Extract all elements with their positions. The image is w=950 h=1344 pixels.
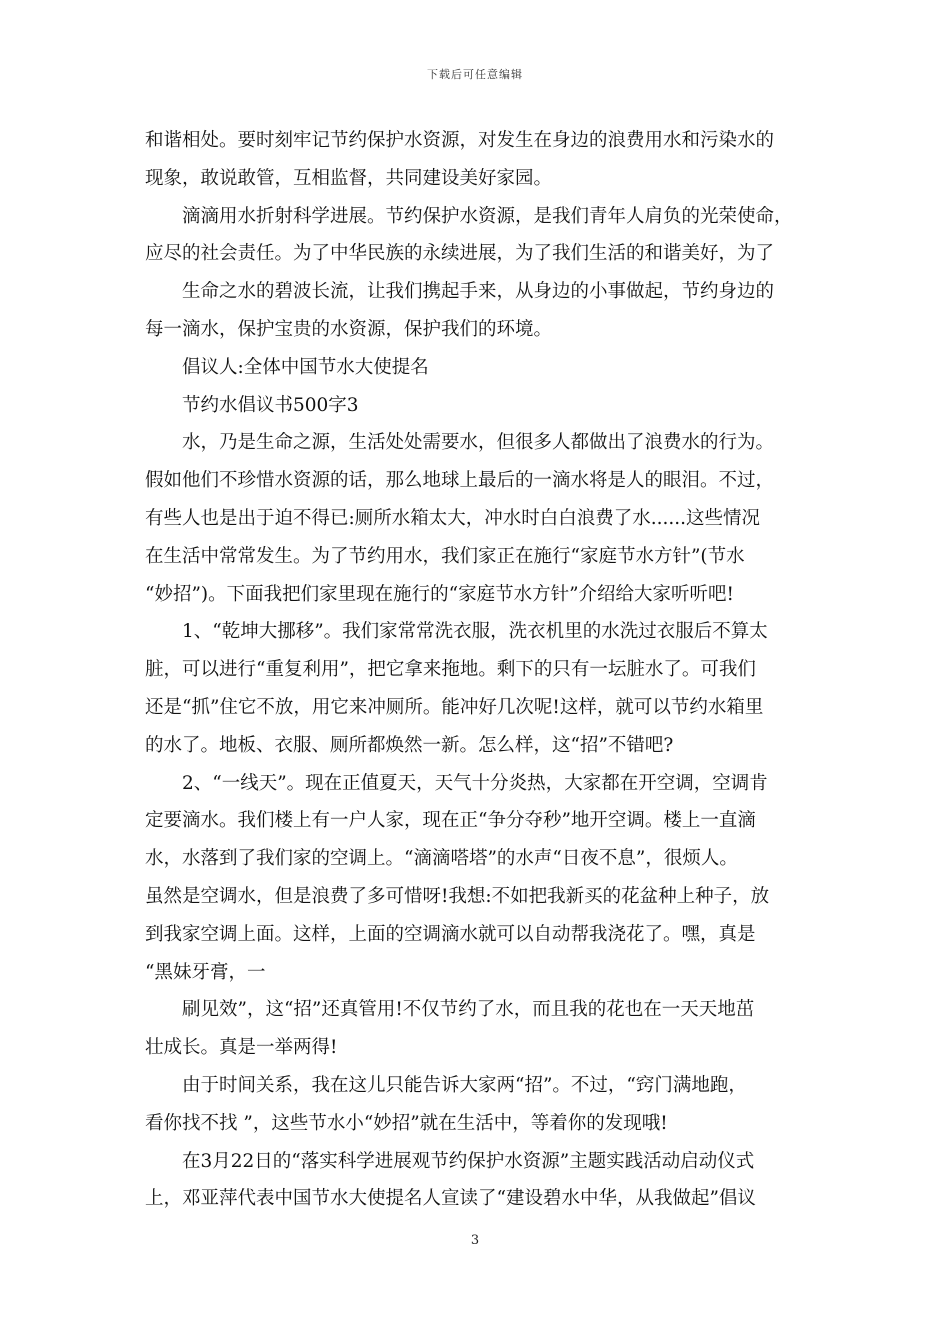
text-line: 壮成长。真是一举两得! xyxy=(145,1037,338,1059)
text-line: 在生活中常常发生。为了节约用水，我们家正在施行“家庭节水方针”(节水 xyxy=(145,545,745,567)
text-line: 和谐相处。要时刻牢记节约保护水资源，对发生在身边的浪费用水和污染水的 xyxy=(145,130,775,151)
text-line: 应尽的社会责任。为了中华民族的永续进展，为了我们生活的和谐美好，为了 xyxy=(145,243,775,265)
text-line: 上，邓亚萍代表中国节水大使提名人宣读了“建设碧水中华，从我做起”倡议 xyxy=(145,1188,756,1210)
text-line: “妙招”)。下面我把们家里现在施行的“家庭节水方针”介绍给大家听听吧! xyxy=(145,583,734,605)
text-line: 还是“抓”住它不放，用它来冲厕所。能冲好几次呢!这样，就可以节约水箱里 xyxy=(145,696,764,718)
text-line: 现象，敢说敢管，互相监督，共同建设美好家园。 xyxy=(145,167,553,189)
text-line: 定要滴水。我们楼上有一户人家，现在正“争分夺秒”地开空调。楼上一直滴 xyxy=(145,810,756,832)
text-line: 有些人也是出于迫不得已:厕所水箱太大，冲水时白白浪费了水......这些情况 xyxy=(145,507,761,529)
text-line: 的水了。地板、衣服、厕所都焕然一新。怎么样，这“招”不错吧? xyxy=(145,734,674,756)
text-line: 假如他们不珍惜水资源的话，那么地球上最后的一滴水将是人的眼泪。不过， xyxy=(145,470,775,492)
text-line: 在3月22日的“落实科学进展观节约保护水资源”主题实践活动启动仪式 xyxy=(182,1150,755,1172)
text-line: 1、“乾坤大挪移”。我们家常常洗衣服，洗衣机里的水洗过衣服后不算太 xyxy=(182,621,768,643)
text-line: 刷见效”，这“招”还真管用!不仅节约了水，而且我的花也在一天天地茁 xyxy=(182,999,755,1021)
text-line: 脏，可以进行“重复利用”，把它拿来拖地。剩下的只有一坛脏水了。可我们 xyxy=(145,659,756,681)
text-line: 虽然是空调水，但是浪费了多可惜呀!我想:不如把我新买的花盆种上种子，放 xyxy=(145,885,770,907)
page-number: 3 xyxy=(470,1233,480,1248)
text-line: 倡议人:全体中国节水大使提名 xyxy=(182,356,429,378)
text-line: 水，乃是生命之源，生活处处需要水，但很多人都做出了浪费水的行为。 xyxy=(182,432,775,454)
text-line: 生命之水的碧波长流，让我们携起手来，从身边的小事做起，节约身边的 xyxy=(182,281,775,303)
text-line: 看你找不找 ”，这些节水小“妙招”就在生活中，等着你的发现哦! xyxy=(145,1112,668,1134)
text-line: “黑妹牙膏，一 xyxy=(145,961,266,983)
text-line: 节约水倡议书500字3 xyxy=(182,394,359,416)
text-line: 滴滴用水折射科学进展。节约保护水资源，是我们青年人肩负的光荣使命， xyxy=(182,205,793,227)
text-line: 到我家空调上面。这样，上面的空调滴水就可以自动帮我浇花了。嘿，真是 xyxy=(145,923,756,945)
text-line: 由于时间关系，我在这儿只能告诉大家两“招”。不过，“窍门满地跑， xyxy=(182,1074,747,1096)
document-body xyxy=(145,122,807,1218)
text-line: 2、“一线天”。现在正值夏天，天气十分炎热，大家都在开空调，空调肯 xyxy=(182,772,768,794)
page-header: 下载后可任意编辑 xyxy=(427,68,523,81)
text-line: 水，水落到了我们家的空调上。“滴滴嗒塔”的水声“日夜不息”，很烦人。 xyxy=(145,848,738,870)
text-line: 每一滴水，保护宝贵的水资源，保护我们的环境。 xyxy=(145,318,553,340)
